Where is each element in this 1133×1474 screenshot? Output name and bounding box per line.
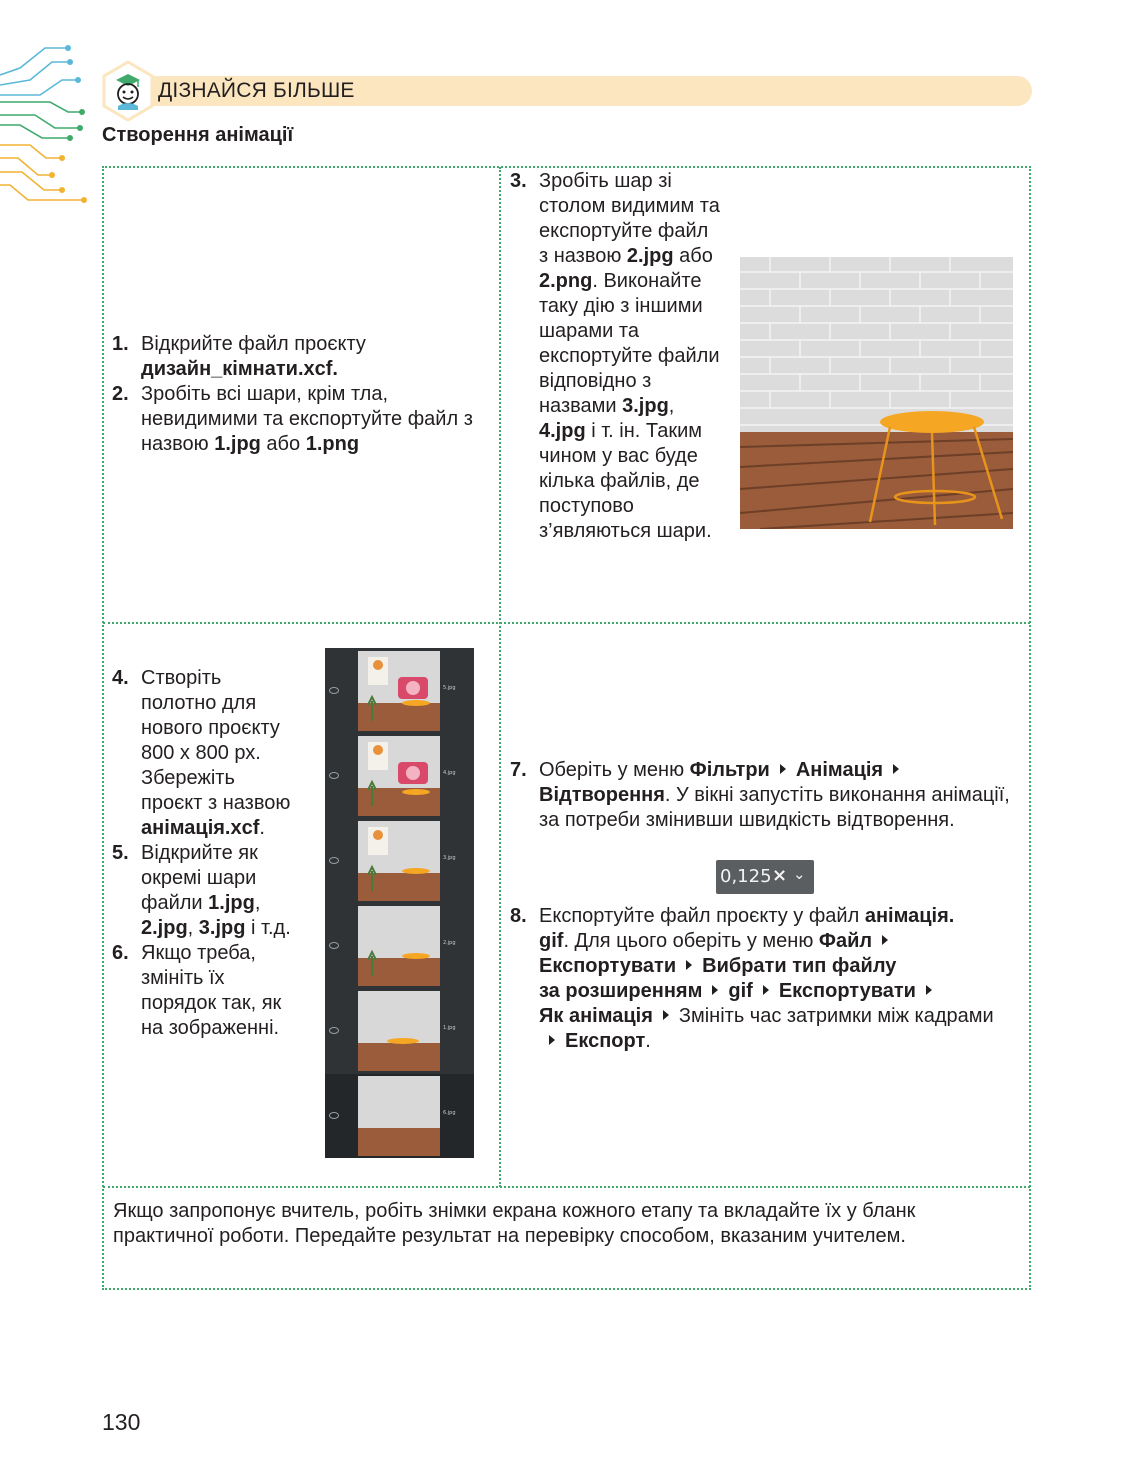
layer-row[interactable]: 1.jpg — [325, 989, 474, 1073]
menu-arrow-icon — [663, 1010, 669, 1020]
layer-thumbnail — [358, 651, 440, 731]
step-3: 3. Зробіть шар зі столом видимим та експортуйте файл з назвою 2.jpg або 2.png. Виконайте таку дію з іншими шарами та експортуйте файли відповідно з назвами 3.jpg, 4.jpg і т. ін. Таким чином у вас буде кілька файлів, де поступово з’являються шари. — [510, 170, 720, 542]
layer-thumbnail — [358, 736, 440, 816]
layer-thumbnail — [358, 821, 440, 901]
layer-row[interactable]: 2.jpg — [325, 904, 474, 988]
menu-arrow-icon — [712, 985, 718, 995]
column-divider — [499, 167, 501, 1187]
layer-row[interactable]: 6.jpg — [325, 1074, 474, 1158]
eye-icon[interactable] — [329, 1027, 339, 1034]
menu-arrow-icon — [686, 960, 692, 970]
page-number: 130 — [102, 1409, 141, 1435]
eye-icon[interactable] — [329, 1112, 339, 1119]
circuit-lines-decoration — [0, 40, 100, 210]
step-2: 2. Зробіть всі шари, крім тла, невидимими та експортуйте файл з назвою 1.jpg або 1.png — [112, 383, 473, 455]
menu-arrow-icon — [780, 764, 786, 774]
room-table-image — [740, 257, 1013, 529]
speed-value: 0,125 — [720, 866, 772, 887]
steps-4-6 — [112, 666, 297, 1041]
step-1: 1. Відкрийте файл проєкту дизайн_кімнати.xcf. — [112, 333, 366, 380]
step-8: 8. Експортуйте файл проєкту у файл анімація. gif. Для цього оберіть у меню Файл Експортувати Вибрати тип файлу за розширенням gif Експортувати Як анімація Змініть час затримки між кадрамиЕкспорт. — [510, 905, 994, 1052]
menu-arrow-icon — [882, 935, 888, 945]
eye-icon[interactable] — [329, 857, 339, 864]
speed-selector[interactable] — [716, 860, 814, 894]
section-title: Створення анімації — [102, 124, 294, 146]
layer-row[interactable]: 5.jpg — [325, 649, 474, 733]
clear-icon[interactable]: × — [772, 865, 788, 886]
layer-thumbnail — [358, 991, 440, 1071]
layers-panel — [325, 648, 474, 1158]
menu-arrow-icon — [926, 985, 932, 995]
step-6: 6. Якщо треба, змініть їх порядок так, як на зображенні. — [112, 942, 282, 1039]
step-4: 4. Створіть полотно для нового проєкту 800 х 800 рх. Збережіть проєкт з назвою анімація.xcf. — [112, 667, 291, 839]
layer-thumbnail — [358, 1076, 440, 1156]
note-divider — [103, 1186, 1030, 1188]
eye-icon[interactable] — [329, 942, 339, 949]
layer-row[interactable]: 3.jpg — [325, 819, 474, 903]
student-badge-icon — [100, 60, 156, 122]
layer-row[interactable]: 4.jpg — [325, 734, 474, 818]
menu-arrow-icon — [893, 764, 899, 774]
menu-arrow-icon — [763, 985, 769, 995]
step-5: 5. Відкрийте як окремі шари файли 1.jpg, 2.jpg, 3.jpg і т.д. — [112, 842, 291, 939]
eye-icon[interactable] — [329, 772, 339, 779]
layer-thumbnail — [358, 906, 440, 986]
step-7: 7. Оберіть у меню Фільтри АнімаціяВідтворення. У вікні запустіть виконання анімації, за потреби змінивши швидкість відтворення. — [510, 759, 1010, 831]
row-divider — [103, 622, 1030, 624]
teacher-note: Якщо запропонує вчитель, робіть знімки екрана кожного етапу та вкладайте їх у бланк практичної роботи. Передайте результат на перевірку способом, вказаним учителем. — [113, 1200, 916, 1247]
steps-1-2 — [112, 332, 482, 457]
banner-title: ДІЗНАЙСЯ БІЛЬШЕ — [158, 79, 355, 102]
chevron-down-icon[interactable]: ⌄ — [793, 865, 806, 883]
menu-arrow-icon — [549, 1035, 555, 1045]
eye-icon[interactable] — [329, 687, 339, 694]
